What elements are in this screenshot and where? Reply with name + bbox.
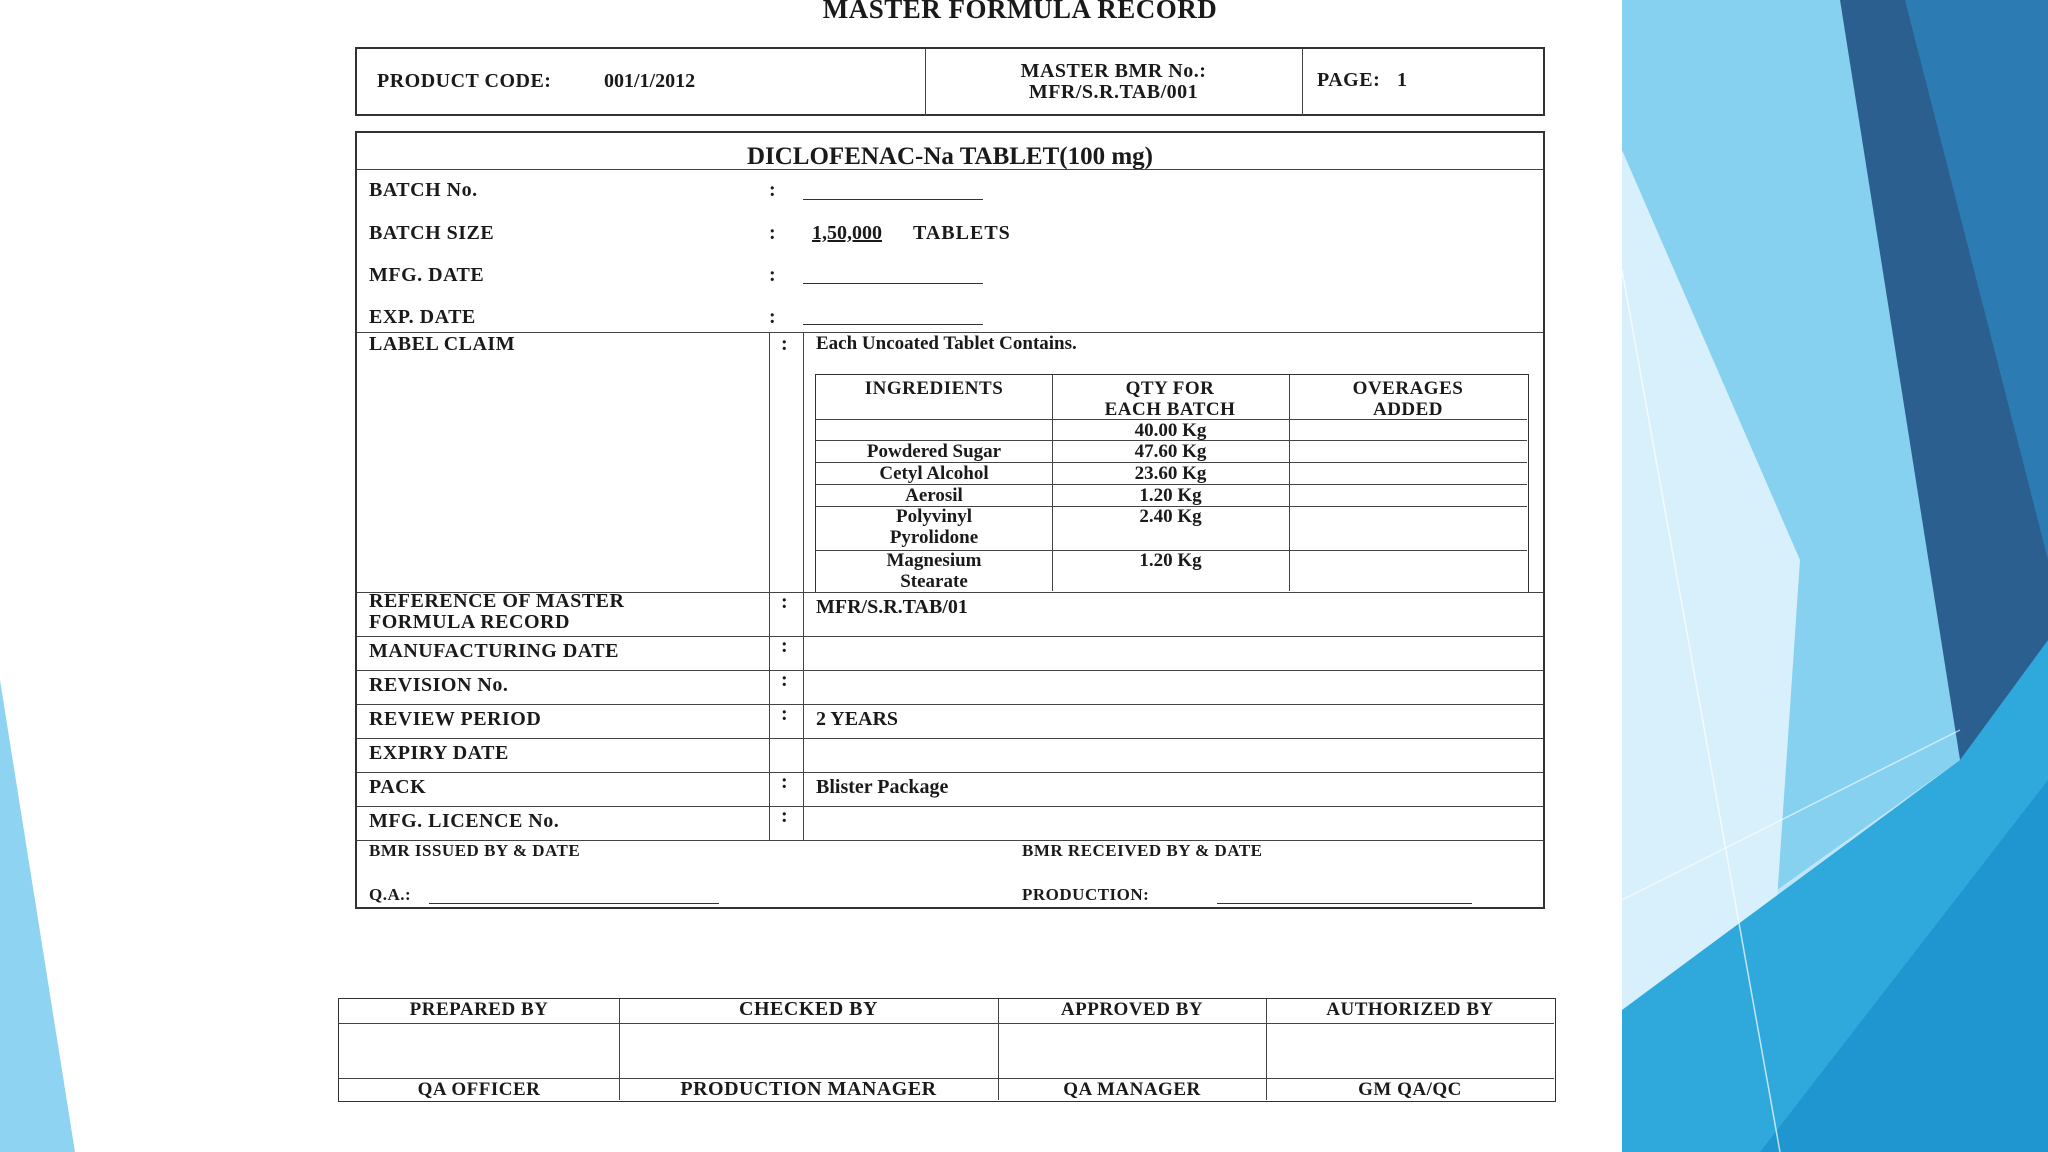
bmr-number-value: MFR/S.R.TAB/001 bbox=[1028, 81, 1199, 103]
label-claim-label: LABEL CLAIM bbox=[369, 333, 516, 355]
product-name: DICLOFENAC-Na TABLET(100 mg) bbox=[746, 143, 1154, 170]
qty-header: QTY FOR EACH BATCH bbox=[1104, 378, 1236, 420]
overages-header: OVERAGES ADDED bbox=[1352, 378, 1464, 420]
document-title: MASTER FORMULA RECORD bbox=[822, 0, 1218, 24]
gm-qa-qc-role: GM QA/QC bbox=[1358, 1079, 1462, 1100]
header-box bbox=[355, 47, 1545, 116]
review-period-label: REVIEW PERIOD bbox=[369, 708, 542, 730]
batch-size-unit: TABLETS bbox=[913, 222, 1011, 244]
batch-size-number: 1,50,000 bbox=[812, 222, 882, 244]
ingredients-table bbox=[815, 374, 1529, 593]
page-value: 1 bbox=[1397, 69, 1407, 91]
batch-no-blank bbox=[803, 199, 983, 200]
authorized-by-header: AUTHORIZED BY bbox=[1326, 999, 1494, 1020]
reference-mfr-label: REFERENCE OF MASTER FORMULA RECORD bbox=[369, 590, 625, 633]
production-manager-role: PRODUCTION MANAGER bbox=[680, 1078, 937, 1100]
mfg-licence-label: MFG. LICENCE No. bbox=[369, 810, 560, 832]
prepared-by-header: PREPARED BY bbox=[409, 999, 549, 1020]
exp-date-blank bbox=[803, 324, 983, 325]
ingredient-qty: 40.00 Kg bbox=[1134, 420, 1207, 441]
bmr-issued-label: BMR ISSUED BY & DATE bbox=[369, 841, 581, 860]
product-code-value: 001/1/2012 bbox=[604, 70, 696, 92]
label-claim-intro: Each Uncoated Tablet Contains. bbox=[816, 333, 1077, 354]
approved-by-header: APPROVED BY bbox=[1060, 999, 1204, 1020]
review-period-value: 2 YEARS bbox=[816, 708, 899, 730]
ingredient-name: Magnesium Stearate bbox=[886, 550, 982, 592]
ingredient-name: Powdered Sugar bbox=[866, 441, 1002, 462]
ingredient-qty: 23.60 Kg bbox=[1134, 463, 1207, 484]
reference-mfr-value: MFR/S.R.TAB/01 bbox=[816, 596, 968, 618]
ingredient-qty: 1.20 Kg bbox=[1139, 485, 1202, 506]
ingredient-name: Polyvinyl Pyrolidone bbox=[889, 506, 979, 548]
ingredients-header: INGREDIENTS bbox=[864, 378, 1004, 399]
production-signature-line bbox=[1217, 903, 1472, 904]
ingredient-name: Cetyl Alcohol bbox=[879, 463, 989, 484]
pack-label: PACK bbox=[369, 776, 427, 798]
manufacturing-date-label: MANUFACTURING DATE bbox=[369, 640, 619, 662]
production-signature-label: PRODUCTION: bbox=[1022, 885, 1150, 904]
ingredient-name: Aerosil bbox=[905, 485, 963, 506]
expiry-date-label: EXPIRY DATE bbox=[369, 742, 509, 764]
batch-size-label: BATCH SIZE bbox=[369, 222, 495, 244]
revision-no-label: REVISION No. bbox=[369, 674, 509, 696]
qa-officer-role: QA OFFICER bbox=[417, 1079, 541, 1100]
ingredient-qty: 2.40 Kg bbox=[1139, 506, 1202, 527]
left-accent-shape bbox=[0, 680, 75, 1152]
page-label: PAGE: bbox=[1317, 69, 1381, 91]
pack-value: Blister Package bbox=[816, 776, 949, 798]
exp-date-label: EXP. DATE bbox=[369, 306, 476, 328]
ingredient-qty: 47.60 Kg bbox=[1134, 441, 1207, 462]
ingredient-qty: 1.20 Kg bbox=[1139, 550, 1202, 571]
product-code-label: PRODUCT CODE: bbox=[377, 70, 552, 92]
batch-no-label: BATCH No. bbox=[369, 179, 478, 201]
mfg-date-label: MFG. DATE bbox=[369, 264, 485, 286]
qa-signature-label: Q.A.: bbox=[369, 885, 412, 904]
checked-by-header: CHECKED BY bbox=[739, 998, 878, 1020]
bmr-number-label: MASTER BMR No.: bbox=[1020, 60, 1207, 82]
bmr-received-label: BMR RECEIVED BY & DATE bbox=[1022, 841, 1263, 860]
mfg-date-blank bbox=[803, 283, 983, 284]
main-record-box: DICLOFENAC-Na TABLET(100 mg) BATCH No. : BATCH SIZE : 1,50,000 TABLETS MFG. DATE : EXP. DATE : LABEL CLAIM : Each Uncoated Tablet Contains. INGREDIENTS QTY FOR EACH BATCH OVERAGES ADDED 40.00 Kg Powdered Sugar 47.60 Kg Cetyl Alcohol 23.60 Kg Aerosil 1.20 Kg Polyvinyl Pyrolidone 2.40 Kg Magnesium Stearate 1.20 Kg REFERENCE OF MASTER FORMULA RECORD : MFR/S.R.TAB/01 MANUFACTURING DATE : REVISION No. : REVIEW PERIOD : 2 YEARS EXPIRY DATE PACK : Blister Package MFG. LICENCE No. : BMR ISSUED BY & DATE BMR RECEIVED BY & DATE Q.A.: PRODUCTION: bbox=[355, 131, 1545, 909]
signature-table bbox=[338, 998, 1556, 1102]
qa-manager-role: QA MANAGER bbox=[1063, 1079, 1201, 1100]
qa-signature-line bbox=[429, 903, 719, 904]
master-formula-record-document bbox=[330, 0, 1570, 1152]
